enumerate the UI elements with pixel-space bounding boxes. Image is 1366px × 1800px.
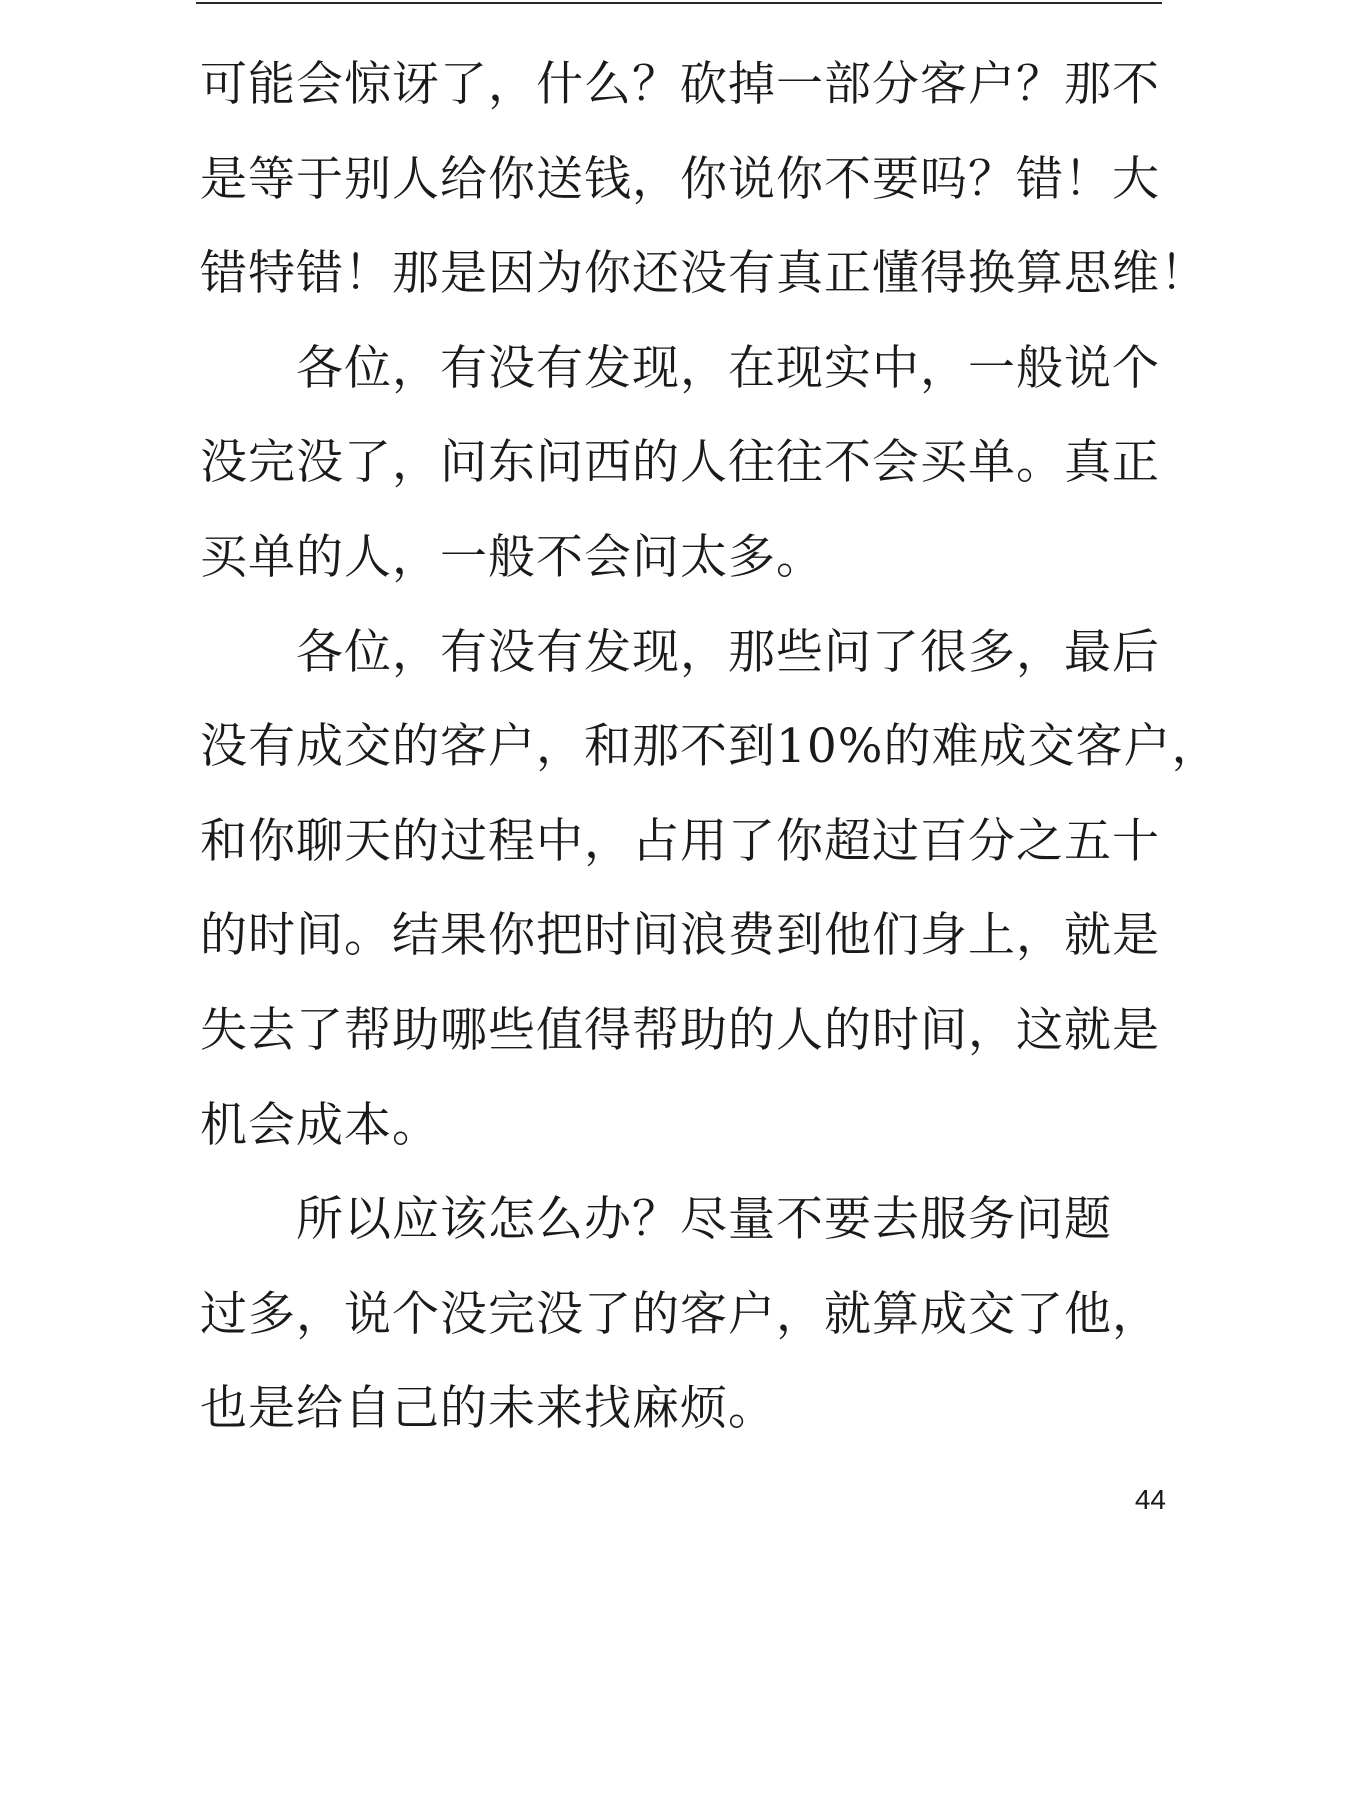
text-line: 也是给自己的未来找麻烦。 (200, 1381, 776, 1437)
text-line: 的时间。结果你把时间浪费到他们身上，就是 (200, 908, 1160, 964)
header-rule (196, 2, 1162, 4)
text-line: 错特错！那是因为你还没有真正懂得换算思维！ (200, 246, 1208, 302)
text-line: 买单的人，一般不会问太多。 (200, 529, 824, 585)
body-text (200, 38, 1220, 1457)
text-line: 所以应该怎么办？尽量不要去服务问题 (200, 1192, 1112, 1248)
text-line: 机会成本。 (200, 1097, 440, 1153)
text-line: 过多，说个没完没了的客户，就算成交了他， (200, 1286, 1160, 1342)
text-line: 各位，有没有发现，在现实中，一般说个 (200, 340, 1160, 396)
text-line: 和你聊天的过程中，占用了你超过百分之五十 (200, 813, 1160, 869)
paragraph-1 (200, 38, 1208, 322)
text-line: 失去了帮助哪些值得帮助的人的时间，这就是 (200, 1002, 1160, 1058)
text-line: 是等于别人给你送钱，你说你不要吗？错！大 (200, 151, 1160, 207)
text-line: 没完没了，问东问西的人往往不会买单。真正 (200, 435, 1160, 491)
text-line: 各位，有没有发现，那些问了很多，最后 (200, 624, 1160, 680)
page-number: 44 (1134, 1484, 1166, 1515)
paragraph-4 (200, 1173, 1170, 1457)
paragraph-2 (200, 322, 1170, 606)
text-line: 没有成交的客户，和那不到10%的难成交客户， (200, 719, 1220, 775)
paragraph-3 (200, 606, 1220, 1174)
text-line: 可能会惊讶了，什么？砍掉一部分客户？那不 (200, 57, 1160, 112)
